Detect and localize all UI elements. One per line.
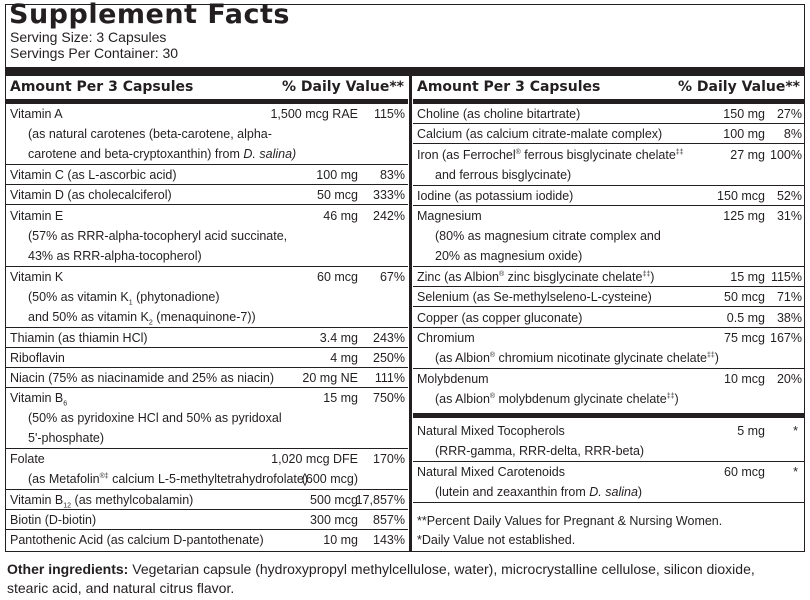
nutrient-name: Vitamin K [10, 270, 64, 284]
nutrient-dv: 100% [770, 148, 802, 162]
nutrient-detail: (as Albion® chromium nicotinate glycinate chelate‡‡) [435, 351, 719, 365]
nutrient-detail: (80% as magnesium citrate complex and [435, 229, 661, 243]
servings-per-container: Servings Per Container: 30 [10, 45, 179, 61]
nutrient-dv: 115% [373, 107, 405, 121]
nutrient-dv: 20% [776, 372, 802, 386]
nutrient-detail: (50% as pyridoxine HCl and 50% as pyridoxal [28, 411, 282, 425]
nutrient-row-thiamin [6, 328, 408, 348]
nutrient-detail: (RRR-gamma, RRR-delta, RRR-beta) [435, 444, 645, 458]
nutrient-dv: 111% [374, 371, 405, 385]
nutrient-name: Magnesium [417, 209, 482, 223]
nutrient-name: Choline (as choline bitartrate) [417, 107, 581, 121]
nutrient-amount: 20 mg NE [302, 371, 358, 385]
amount-per-heading: Amount Per 3 Capsules [10, 79, 194, 95]
other-ingredients-text: Vegetarian capsule (hydroxypropyl methylcellulose, water), microcrystalline cellulose, silicon dioxide, stearic acid, and natural citrus flavor. [7, 561, 755, 596]
nutrient-row-molybdenum [413, 369, 804, 410]
serving-size: Serving Size: 3 Capsules [10, 29, 167, 45]
nutrient-row-zinc [413, 267, 804, 287]
nutrient-dv: 115% [770, 270, 802, 284]
nutrient-name: Vitamin C (as L-ascorbic acid) [10, 168, 177, 182]
nutrient-amount: 60 mcg [317, 270, 358, 284]
nutrient-name: Natural Mixed Carotenoids [417, 465, 565, 479]
nutrient-dv: 243% [373, 331, 405, 345]
daily-value-heading: % Daily Value** [678, 79, 800, 95]
footnote-percent-dv: **Percent Daily Values for Pregnant & Nursing Women. [417, 514, 723, 528]
nutrient-amount: 75 mcg [724, 331, 765, 345]
nutrient-row-magnesium [413, 206, 804, 267]
nutrient-row-mixed-tocopherols [413, 421, 804, 462]
nutrient-amount: 50 mcg [724, 290, 765, 304]
nutrient-row-calcium [413, 124, 804, 144]
nutrient-dv: 242% [373, 209, 405, 223]
nutrient-amount: 0.5 mg [726, 311, 765, 325]
nutrient-dv: 83% [379, 168, 405, 182]
panel-title: Supplement Facts [9, 0, 290, 30]
nutrient-dv: 170% [373, 452, 405, 466]
nutrient-dv: * [793, 424, 798, 438]
nutrient-amount: 300 mcg [310, 513, 358, 527]
nutrient-name: Thiamin (as thiamin HCl) [10, 331, 148, 345]
nutrient-row-riboflavin [6, 348, 408, 368]
nutrient-amount: 1,500 mcg RAE [270, 107, 358, 121]
left-column-header [6, 76, 408, 100]
nutrient-name: Pantothenic Acid (as calcium D-pantothenate) [10, 533, 264, 547]
nutrient-detail: 5'-phosphate) [28, 431, 105, 445]
nutrient-row-iron [413, 145, 804, 186]
nutrient-dv: 67% [379, 270, 405, 284]
nutrient-name: Vitamin A [10, 107, 63, 121]
nutrient-name: Niacin (75% as niacinamide and 25% as niacin) [10, 371, 275, 385]
nutrient-amount-secondary: (600 mcg) [301, 472, 358, 486]
nutrient-amount: 46 mg [323, 209, 358, 223]
nutrient-dv: 31% [776, 209, 802, 223]
nutrient-amount: 15 mg [323, 391, 358, 405]
nutrient-row-biotin [6, 510, 408, 530]
nutrient-row-vitamin-e [6, 206, 408, 267]
nutrient-detail: (57% as RRR-alpha-tocopheryl acid succinate, [28, 229, 288, 243]
nutrient-detail: (lutein and zeaxanthin from D. salina) [435, 485, 643, 499]
nutrient-amount: 10 mcg [724, 372, 765, 386]
nutrient-row-mixed-carotenoids [413, 462, 804, 503]
nutrient-name: Calcium (as calcium citrate-malate complex) [417, 127, 663, 141]
footnote-dv-not-established: *Daily Value not established. [417, 533, 576, 547]
other-ingredients-label: Other ingredients: [7, 561, 129, 577]
nutrient-name: Chromium [417, 331, 475, 345]
nutrient-name: Riboflavin [10, 351, 65, 365]
nutrient-name: Folate [10, 452, 45, 466]
nutrient-name: Natural Mixed Tocopherols [417, 424, 565, 438]
nutrient-name: Vitamin $B_6$ [10, 391, 68, 408]
nutrient-amount: 50 mcg [317, 188, 358, 202]
daily-value-heading: % Daily Value** [282, 79, 404, 95]
nutrient-dv: 17,857% [355, 493, 405, 507]
nutrient-detail: (50% as vitamin $K_1$ (phytonadione) [28, 290, 220, 307]
right-column-header [413, 76, 804, 100]
nutrient-row-folate [6, 449, 408, 490]
other-ingredients [7, 560, 797, 598]
nutrient-row-selenium [413, 287, 804, 307]
nutrient-amount: 15 mg [730, 270, 765, 284]
nutrient-amount: 3.4 mg [319, 331, 358, 345]
nutrient-detail: (as Metafolin®‡ calcium L-5-methyltetrahydrofolate) [28, 472, 309, 486]
nutrient-name: Iodine (as potassium iodide) [417, 189, 574, 203]
nutrient-row-iodine [413, 186, 804, 206]
nutrient-detail: 43% as RRR-alpha-tocopherol) [28, 249, 202, 263]
nutrient-amount: 500 mcg [310, 493, 358, 507]
nutrient-name: Copper (as copper gluconate) [417, 311, 583, 325]
nutrient-dv: 8% [783, 127, 802, 141]
nutrient-dv: * [793, 465, 798, 479]
nutrient-name: Selenium (as Se-methylseleno-L-cysteine) [417, 290, 652, 304]
nutrient-row-vitamin-b6 [6, 388, 408, 449]
nutrient-name: Zinc (as Albion® zinc bisglycinate chelate‡‡) [417, 270, 655, 284]
nutrient-amount: 100 mg [723, 127, 765, 141]
nutrient-amount: 1,020 mcg DFE [271, 452, 358, 466]
nutrient-row-vitamin-a [6, 104, 408, 165]
nutrient-row-vitamin-c [6, 165, 408, 185]
nutrient-name: Iron (as Ferrochel® ferrous bisglycinate chelate‡‡ [417, 148, 684, 162]
nutrient-detail: (as natural carotenes (beta-carotene, alpha- [28, 127, 272, 141]
nutrient-dv: 250% [373, 351, 405, 365]
nutrient-dv: 143% [373, 533, 405, 547]
nutrient-amount: 60 mcg [724, 465, 765, 479]
nutrient-row-vitamin-k [6, 267, 408, 328]
nutrient-amount: 100 mg [316, 168, 358, 182]
nutrient-row-vitamin-d [6, 185, 408, 205]
nutrient-row-copper [413, 308, 804, 328]
nutrient-name: Vitamin D (as cholecalciferol) [10, 188, 172, 202]
nutrient-dv: 38% [776, 311, 802, 325]
nutrient-detail: carotene and beta-cryptoxanthin) from D. salina) [28, 147, 297, 161]
nutrient-detail: and 50% as vitamin $K_2$ (menaquinone-7)) [28, 310, 256, 327]
nutrient-amount: 5 mg [737, 424, 765, 438]
nutrient-row-pantothenic-acid [6, 530, 408, 550]
nutrient-dv: 333% [373, 188, 405, 202]
nutrient-amount: 150 mg [723, 107, 765, 121]
nutrient-dv: 71% [776, 290, 802, 304]
nutrient-name: Vitamin E [10, 209, 64, 223]
nutrient-dv: 857% [373, 513, 405, 527]
nutrient-name: Vitamin $B_{12}$ (as methylcobalamin) [10, 493, 194, 510]
thick-divider [6, 67, 804, 76]
nutrient-row-vitamin-b12 [6, 490, 408, 510]
nutrient-detail: (as Albion® molybdenum glycinate chelate‡‡) [435, 392, 679, 406]
nutrient-detail: 20% as magnesium oxide) [435, 249, 583, 263]
nutrient-amount: 27 mg [730, 148, 765, 162]
amount-per-heading: Amount Per 3 Capsules [417, 79, 601, 95]
nutrient-name: Biotin (D-biotin) [10, 513, 97, 527]
nutrient-row-niacin [6, 368, 408, 388]
nutrient-row-choline [413, 104, 804, 124]
nutrient-name: Molybdenum [417, 372, 489, 386]
right-nutrient-column [413, 76, 804, 552]
nutrient-amount: 4 mg [330, 351, 358, 365]
thick-divider [413, 413, 804, 418]
nutrient-dv: 750% [373, 391, 405, 405]
nutrient-row-chromium [413, 328, 804, 369]
nutrient-dv: 27% [776, 107, 802, 121]
nutrient-dv: 52% [776, 189, 802, 203]
nutrient-dv: 167% [770, 331, 802, 345]
nutrient-amount: 125 mg [723, 209, 765, 223]
left-nutrient-column [6, 76, 408, 552]
column-divider [409, 76, 412, 552]
nutrient-amount: 150 mcg [717, 189, 765, 203]
nutrient-detail: and ferrous bisglycinate) [435, 168, 572, 182]
nutrient-amount: 10 mg [323, 533, 358, 547]
